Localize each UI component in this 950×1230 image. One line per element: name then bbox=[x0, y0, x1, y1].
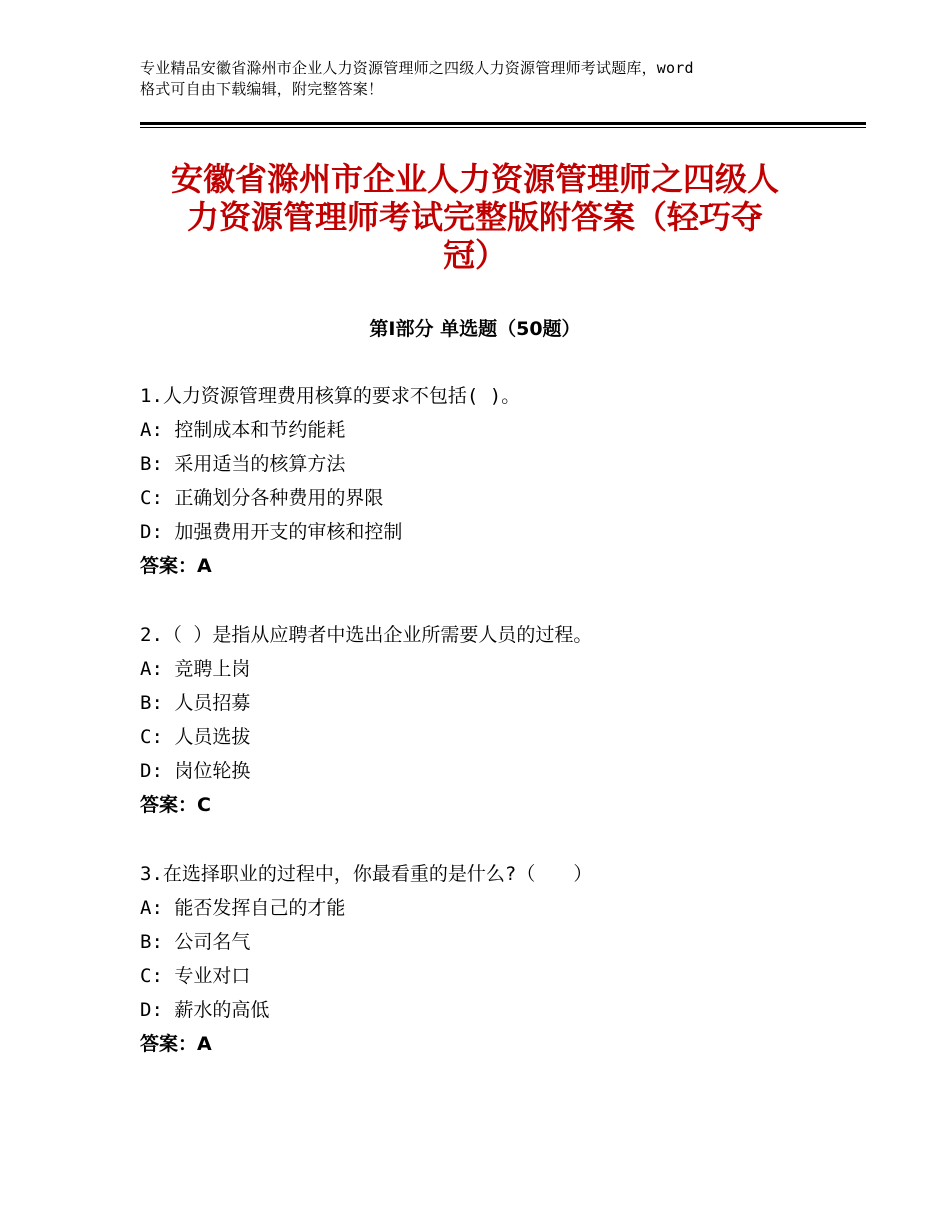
header-rule-thin bbox=[140, 127, 866, 128]
answer-label: 答案：A bbox=[140, 1033, 212, 1055]
header-rule-thick bbox=[140, 122, 866, 125]
document-title bbox=[140, 160, 810, 274]
option-b: B: 人员招募 bbox=[140, 692, 251, 714]
option-c: C: 专业对口 bbox=[140, 965, 251, 987]
option-c: C: 正确划分各种费用的界限 bbox=[140, 487, 384, 509]
answer-label: 答案：C bbox=[140, 794, 211, 816]
option-c: C: 人员选拔 bbox=[140, 726, 251, 748]
header-note-line-2: 格式可自由下载编辑，附完整答案！ bbox=[140, 80, 384, 98]
option-d: D: 薪水的高低 bbox=[140, 999, 270, 1021]
answer-label: 答案：A bbox=[140, 555, 212, 577]
option-a: A: 控制成本和节约能耗 bbox=[140, 419, 346, 441]
option-d: D: 岗位轮换 bbox=[140, 760, 251, 782]
option-a: A: 能否发挥自己的才能 bbox=[140, 897, 346, 919]
document-title-line-3: 冠） bbox=[442, 236, 507, 274]
option-d: D: 加强费用开支的审核和控制 bbox=[140, 521, 403, 543]
question-1 bbox=[140, 379, 840, 583]
document-title-line-1: 安徽省滁州市企业人力资源管理师之四级人 bbox=[170, 160, 779, 198]
option-a: A: 竞聘上岗 bbox=[140, 658, 251, 680]
option-b: B: 采用适当的核算方法 bbox=[140, 453, 346, 475]
question-2 bbox=[140, 618, 840, 822]
document-title-line-2: 力资源管理师考试完整版附答案（轻巧夺 bbox=[186, 198, 763, 236]
option-b: B: 公司名气 bbox=[140, 931, 251, 953]
header-note-line-1: 专业精品安徽省滁州市企业人力资源管理师之四级人力资源管理师考试题库，word bbox=[140, 59, 694, 77]
question-stem: 3.在选择职业的过程中，你最看重的是什么?（ ） bbox=[140, 863, 593, 885]
header-note bbox=[140, 58, 830, 100]
question-stem: 1.人力资源管理费用核算的要求不包括( )。 bbox=[140, 385, 521, 407]
question-stem: 2.（ ）是指从应聘者中选出企业所需要人员的过程。 bbox=[140, 624, 593, 646]
question-3 bbox=[140, 857, 840, 1061]
section-title: 第Ⅰ部分 单选题（50题） bbox=[369, 318, 581, 340]
